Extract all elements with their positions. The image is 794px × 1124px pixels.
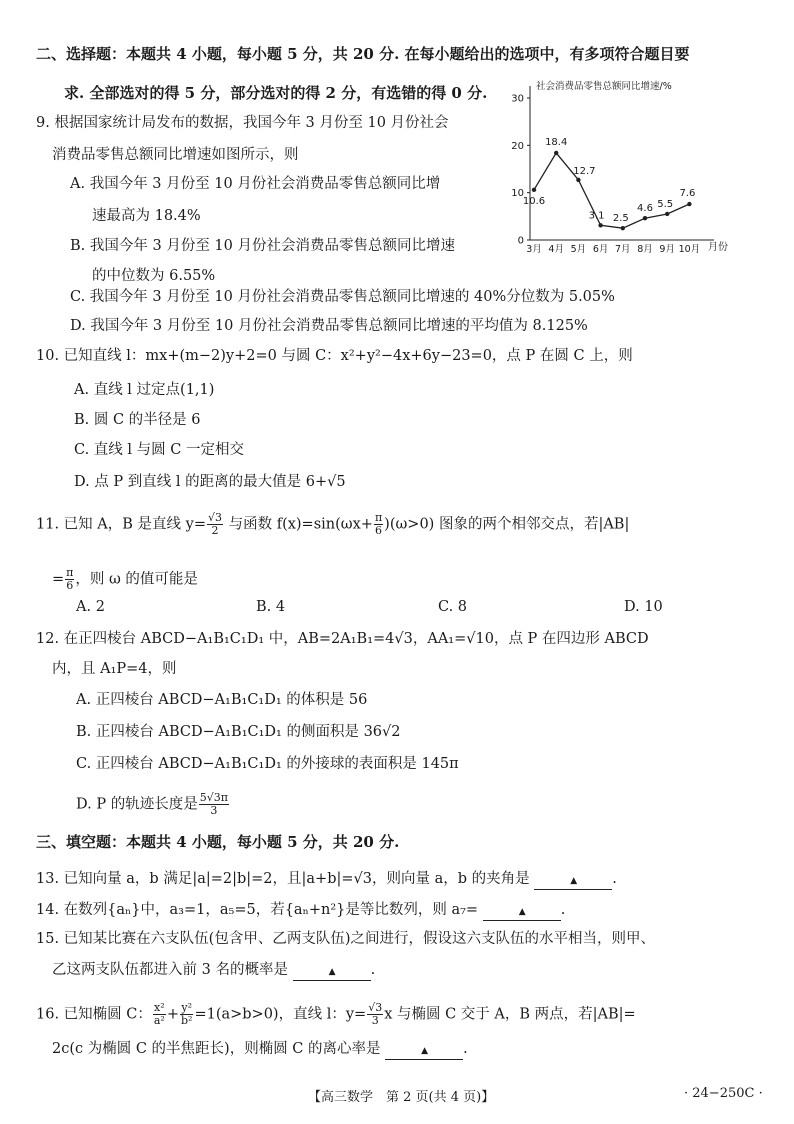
section2-header-line2: 求. 全部选对的得 5 分，部分选对的得 2 分，有选错的得 0 分. bbox=[64, 84, 488, 102]
chart-x-tick-label: 4月 bbox=[548, 244, 564, 255]
q11-option-b: B. 4 bbox=[256, 599, 286, 615]
chart-data-point bbox=[643, 216, 647, 220]
chart-data-labels bbox=[523, 137, 695, 224]
q14-stem bbox=[36, 900, 565, 921]
section2-header-line1: 二、选择题：本题共 4 小题，每小题 5 分，共 20 分. 在每小题给出的选项中，有多项符合题目要 bbox=[36, 45, 690, 63]
chart-title: 社会消费品零售总额同比增速/% bbox=[536, 81, 672, 92]
q16-period: . bbox=[463, 1041, 468, 1057]
chart-data-label: 12.7 bbox=[573, 165, 596, 177]
q11-fraction-pi-over-6 bbox=[374, 512, 383, 537]
q13-stem bbox=[36, 869, 617, 890]
q12-option-d bbox=[76, 792, 230, 817]
chart-y-tick-label: 0 bbox=[517, 235, 524, 247]
paper-code: · 24−250C · bbox=[684, 1086, 763, 1101]
q16-f3-den: 3 bbox=[371, 1014, 379, 1027]
chart-x-axis-label: 月份 bbox=[708, 242, 728, 253]
section3-header: 三、填空题：本题共 4 小题，每小题 5 分，共 20 分. bbox=[36, 833, 400, 851]
q16-stem-line1 bbox=[36, 1002, 636, 1027]
chart-series-line bbox=[534, 153, 689, 228]
chart-data-label: 4.6 bbox=[637, 203, 653, 215]
q13-text: 13. 已知向量 a，b 满足|a|=2|b|=2，且|a+b|=√3，则向量 a，b 的夹角是 bbox=[36, 871, 530, 887]
chart-x-tick-label: 10月 bbox=[678, 244, 701, 255]
q9-option-d: D. 我国今年 3 月份至 10 月份社会消费品零售总额同比增速的平均值为 8.125% bbox=[70, 318, 588, 334]
chart-data-point bbox=[665, 212, 669, 216]
q16-part4: x 与椭圆 C 交于 A，B 两点，若|AB|= bbox=[384, 1006, 636, 1023]
chart-y-tick-label: 30 bbox=[511, 93, 524, 105]
chart-x-tick-label: 6月 bbox=[592, 244, 609, 255]
q16-frac-y2-b2 bbox=[180, 1002, 193, 1027]
q11-option-c: C. 8 bbox=[438, 599, 468, 615]
q14-text: 14. 在数列{aₙ}中，a₃=1，a₅=5，若{aₙ+n²}是等比数列，则 a₇= bbox=[36, 902, 479, 918]
q11-frac-den: 2 bbox=[211, 524, 219, 537]
answer-mark-icon: ▲ bbox=[421, 1046, 428, 1056]
q12-option-c: C. 正四棱台 ABCD−A₁B₁C₁D₁ 的外接球的表面积是 145π bbox=[76, 756, 459, 772]
chart-data-label: 7.6 bbox=[679, 188, 696, 200]
q12-option-a: A. 正四棱台 ABCD−A₁B₁C₁D₁ 的体积是 56 bbox=[76, 692, 368, 708]
chart-y-tick-label: 10 bbox=[511, 188, 524, 200]
q11-option-a: A. 2 bbox=[76, 599, 105, 615]
q15-period: . bbox=[370, 962, 376, 978]
chart-y-ticks bbox=[511, 94, 530, 247]
chart-x-tick-label: 3月 bbox=[526, 244, 542, 255]
q9-option-a-line2: 速最高为 18.4% bbox=[92, 208, 201, 224]
q11-line2-num: π bbox=[66, 566, 74, 579]
chart-y-tick-label: 20 bbox=[511, 140, 524, 152]
q16-frac-sqrt3-3 bbox=[367, 1002, 383, 1027]
q9-option-b-line1: B. 我国今年 3 月份至 10 月份社会消费品零售总额同比增速 bbox=[70, 238, 455, 254]
q10-option-b: B. 圆 C 的半径是 6 bbox=[74, 412, 201, 428]
q11-fraction-sqrt3-over-2 bbox=[207, 512, 223, 537]
q15-answer-blank[interactable] bbox=[293, 962, 371, 981]
chart-data-point bbox=[532, 188, 536, 192]
q11-stem-part1: 11. 已知 A，B 是直线 y= bbox=[36, 516, 206, 533]
q13-answer-blank[interactable] bbox=[534, 871, 612, 890]
page-footer-label: 【高三数学 第 2 页(共 4 页)】 bbox=[308, 1090, 495, 1105]
chart-data-label: 18.4 bbox=[545, 136, 568, 148]
q16-frac-x2-a2 bbox=[153, 1002, 166, 1027]
q16-part2: + bbox=[166, 1006, 179, 1023]
q16-answer-blank[interactable] bbox=[385, 1041, 463, 1060]
q15-text: 乙这两支队伍都进入前 3 名的概率是 bbox=[52, 962, 288, 978]
q13-period: . bbox=[612, 871, 617, 887]
q11-fraction-pi-over-6-b bbox=[65, 567, 74, 592]
q9-option-b-line2: 的中位数为 6.55% bbox=[92, 268, 216, 284]
q16-part1: 16. 已知椭圆 C： bbox=[36, 1006, 152, 1023]
q16-part3: =1(a>b>0)，直线 l：y= bbox=[194, 1006, 367, 1023]
chart-x-tick-label: 8月 bbox=[637, 244, 653, 255]
q11-stem-part3: )(ω>0) 图象的两个相邻交点，若|AB| bbox=[384, 516, 630, 533]
q14-period: . bbox=[560, 902, 566, 918]
q10-option-c: C. 直线 l 与圆 C 一定相交 bbox=[74, 442, 244, 458]
chart-data-point bbox=[554, 151, 558, 155]
q11-pi-num: π bbox=[374, 511, 383, 524]
q9-option-a-line1: A. 我国今年 3 月份至 10 月份社会消费品零售总额同比增 bbox=[70, 176, 441, 192]
q15-stem-line2 bbox=[52, 960, 375, 981]
q11-option-d: D. 10 bbox=[624, 599, 663, 615]
q10-option-d: D. 点 P 到直线 l 的距离的最大值是 6+√5 bbox=[74, 474, 346, 490]
chart-x-ticks bbox=[526, 244, 700, 255]
growth-rate-line-chart bbox=[496, 78, 732, 268]
q12-option-b: B. 正四棱台 ABCD−A₁B₁C₁D₁ 的侧面积是 36√2 bbox=[76, 724, 401, 740]
q11-stem bbox=[36, 512, 629, 537]
answer-mark-icon: ▲ bbox=[570, 876, 577, 886]
q11-stem-part2: 与函数 f(x)=sin(ωx+ bbox=[223, 516, 373, 533]
q16-f2-den: b² bbox=[181, 1014, 193, 1027]
q15-stem-line1: 15. 已知某比赛在六支队伍(包含甲、乙两支队伍)之间进行，假设这六支队伍的水平相当，则甲、 bbox=[36, 931, 655, 947]
q11-frac-num: √3 bbox=[207, 511, 222, 524]
chart-data-point bbox=[621, 226, 625, 230]
chart-data-point bbox=[598, 223, 602, 227]
q12-stem-line2: 内，且 A₁P=4，则 bbox=[52, 661, 177, 677]
q10-stem: 10. 已知直线 l：mx+(m−2)y+2=0 与圆 C：x²+y²−4x+6y−23=0，点 P 在圆 C 上，则 bbox=[36, 348, 633, 364]
q12-d-num: 5√3π bbox=[199, 791, 228, 804]
q11-pi-den: 6 bbox=[375, 524, 383, 537]
q9-stem-line2: 消费品零售总额同比增速如图所示，则 bbox=[52, 147, 299, 163]
q16-f1-den: a² bbox=[153, 1014, 165, 1027]
chart-series bbox=[532, 151, 692, 231]
q12-d-den: 3 bbox=[210, 804, 218, 817]
q11-line2-part2: ，则 ω 的值可能是 bbox=[75, 571, 198, 588]
q12-stem-line1: 12. 在正四棱台 ABCD−A₁B₁C₁D₁ 中，AB=2A₁B₁=4√3，AA₁=√10，点 P 在四边形 ABCD bbox=[36, 631, 649, 647]
q16-f2-num: y² bbox=[181, 1001, 193, 1014]
chart-data-label: 5.5 bbox=[657, 198, 674, 210]
chart-x-tick-label: 7月 bbox=[615, 244, 631, 255]
chart-data-label: 3.1 bbox=[588, 210, 605, 222]
q16-stem-line2 bbox=[52, 1039, 468, 1060]
answer-mark-icon: ▲ bbox=[518, 907, 525, 917]
chart-data-point bbox=[576, 178, 580, 182]
chart-data-point bbox=[687, 202, 691, 206]
q16-f1-num: x² bbox=[154, 1001, 165, 1014]
q9-stem-line1: 9. 根据国家统计局发布的数据，我国今年 3 月份至 10 月份社会 bbox=[36, 115, 449, 131]
q9-option-c: C. 我国今年 3 月份至 10 月份社会消费品零售总额同比增速的 40%分位数为 5.05% bbox=[70, 289, 615, 305]
chart-data-label: 10.6 bbox=[522, 195, 546, 207]
q16-f3-num: √3 bbox=[368, 1001, 383, 1014]
chart-data-label: 2.5 bbox=[612, 213, 629, 225]
chart-x-tick-label: 9月 bbox=[659, 244, 675, 255]
q14-answer-blank[interactable] bbox=[483, 902, 561, 921]
q16-line2-text: 2c(c 为椭圆 C 的半焦距长)，则椭圆 C 的离心率是 bbox=[52, 1041, 381, 1057]
answer-mark-icon: ▲ bbox=[328, 967, 335, 977]
q12-option-d-fraction bbox=[199, 792, 229, 817]
q12-option-d-text: D. P 的轨迹长度是 bbox=[76, 796, 198, 813]
chart-x-tick-label: 5月 bbox=[570, 244, 587, 255]
q11-line2-part1: = bbox=[52, 571, 65, 588]
q11-line2-den: 6 bbox=[66, 579, 74, 592]
q11-stem-line2 bbox=[52, 567, 198, 592]
q10-option-a: A. 直线 l 过定点(1,1) bbox=[74, 382, 215, 398]
